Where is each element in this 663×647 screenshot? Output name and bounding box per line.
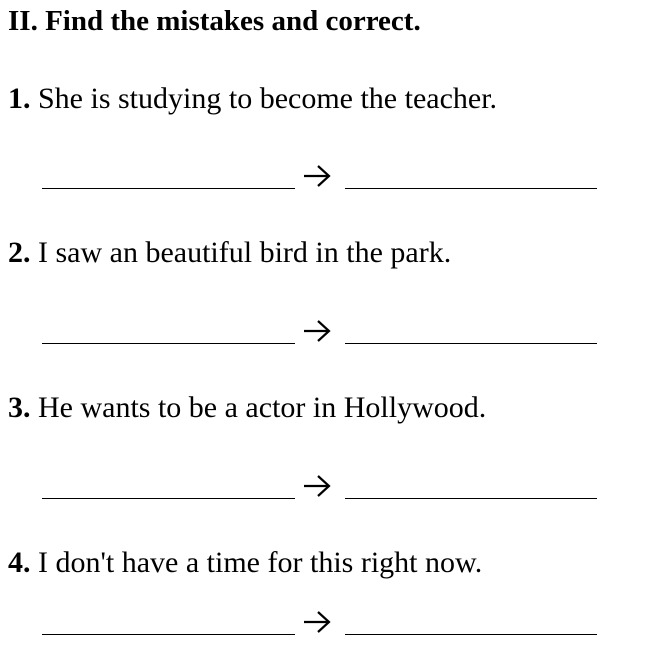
correction-blank[interactable]	[345, 343, 597, 344]
question-1	[8, 82, 497, 116]
question-number: 3.	[8, 391, 31, 424]
question-3	[8, 391, 486, 425]
correction-blank[interactable]	[345, 188, 597, 189]
correction-blank[interactable]	[345, 498, 597, 499]
correction-blank[interactable]	[345, 634, 597, 635]
answer-row-4	[0, 604, 663, 644]
question-2	[8, 236, 451, 270]
question-text: I saw an beautiful bird in the park.	[30, 236, 452, 269]
question-number: 1.	[8, 82, 31, 115]
question-number: 4.	[8, 546, 31, 579]
answer-row-1	[0, 158, 663, 198]
question-number: 2.	[8, 236, 31, 269]
mistake-blank[interactable]	[42, 343, 295, 344]
question-text: He wants to be a actor in Hollywood.	[30, 391, 487, 424]
answer-row-2	[0, 313, 663, 353]
mistake-blank[interactable]	[42, 498, 295, 499]
right-arrow-icon	[302, 318, 332, 344]
right-arrow-icon	[302, 609, 332, 635]
question-text: She is studying to become the teacher.	[30, 82, 498, 115]
answer-row-3	[0, 468, 663, 508]
mistake-blank[interactable]	[42, 634, 295, 635]
exercise-title: II. Find the mistakes and correct.	[8, 5, 421, 37]
right-arrow-icon	[302, 473, 332, 499]
question-4	[8, 546, 482, 580]
right-arrow-icon	[302, 163, 332, 189]
question-text: I don't have a time for this right now.	[30, 546, 483, 579]
mistake-blank[interactable]	[42, 188, 295, 189]
